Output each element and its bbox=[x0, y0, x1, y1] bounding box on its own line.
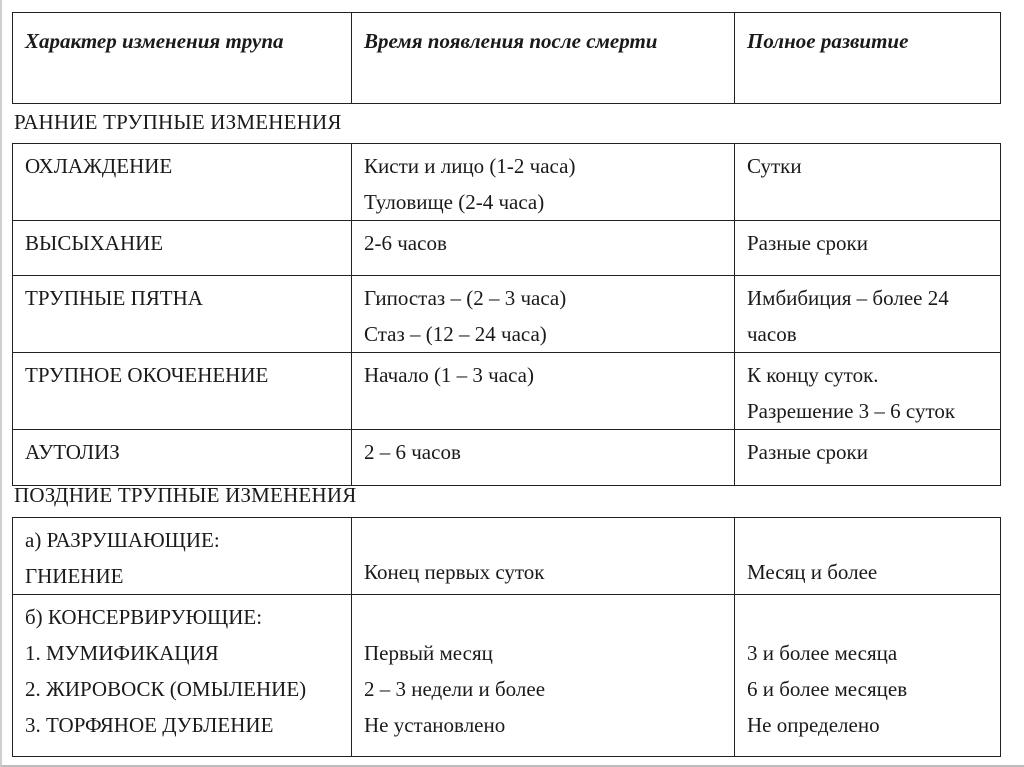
row-time: 2 – 6 часов bbox=[352, 430, 735, 486]
list-item: 2. ЖИРОВОСК (ОМЫЛЕНИЕ) bbox=[25, 677, 307, 701]
row-name: ТРУПНОЕ ОКОЧЕНЕНИЕ bbox=[13, 353, 352, 430]
row-full bbox=[735, 595, 1001, 757]
header-col-change: Характер изменения трупа bbox=[13, 13, 352, 104]
header-col-time: Время появления после смерти bbox=[352, 13, 735, 104]
destructive-label: а) РАЗРУШАЮЩИЕ: bbox=[25, 528, 220, 552]
table-row bbox=[13, 221, 1001, 276]
list-item: Первый месяц bbox=[364, 641, 493, 665]
row-time: 2-6 часов bbox=[352, 221, 735, 276]
destructive-name: ГНИЕНИЕ bbox=[25, 564, 124, 588]
early-section-title: РАННИЕ ТРУПНЫЕ ИЗМЕНЕНИЯ bbox=[14, 110, 342, 134]
header-col-full: Полное развитие bbox=[735, 13, 1001, 104]
row-time bbox=[352, 595, 735, 757]
late-section-title: ПОЗДНИЕ ТРУПНЫЕ ИЗМЕНЕНИЯ bbox=[14, 483, 357, 507]
list-item: Не определено bbox=[747, 713, 880, 737]
table-row bbox=[13, 353, 1001, 430]
row-time: Начало (1 – 3 часа) bbox=[352, 353, 735, 430]
list-item: Не установлено bbox=[364, 713, 506, 737]
list-item: 3 и более месяца bbox=[747, 641, 898, 665]
header-table bbox=[12, 12, 1001, 104]
row-time: Гипостаз – (2 – 3 часа) Стаз – (12 – 24 часа) bbox=[352, 276, 735, 353]
destructive-cell bbox=[13, 518, 352, 595]
table-row bbox=[13, 276, 1001, 353]
row-name: ВЫСЫХАНИЕ bbox=[13, 221, 352, 276]
table-row bbox=[13, 430, 1001, 486]
list-item: 1. МУМИФИКАЦИЯ bbox=[25, 641, 219, 665]
row-full: Разные сроки bbox=[735, 221, 1001, 276]
list-item: 6 и более месяцев bbox=[747, 677, 908, 701]
row-full: Сутки bbox=[735, 144, 1001, 221]
table-row bbox=[13, 595, 1001, 757]
table-row bbox=[13, 518, 1001, 595]
row-full: Разные сроки bbox=[735, 430, 1001, 486]
table-row bbox=[13, 144, 1001, 221]
preserving-label: б) КОНСЕРВИРУЮЩИЕ: bbox=[25, 605, 263, 629]
row-full: Месяц и более bbox=[735, 518, 1001, 595]
late-changes-table bbox=[12, 517, 1001, 757]
row-name: ОХЛАЖДЕНИЕ bbox=[13, 144, 352, 221]
row-name: ТРУПНЫЕ ПЯТНА bbox=[13, 276, 352, 353]
early-changes-table bbox=[12, 143, 1001, 486]
row-name: АУТОЛИЗ bbox=[13, 430, 352, 486]
row-full: К концу суток. Разрешение 3 – 6 суток bbox=[735, 353, 1001, 430]
row-full: Имбибиция – более 24 часов bbox=[735, 276, 1001, 353]
preserving-cell bbox=[13, 595, 352, 757]
row-time: Конец первых суток bbox=[352, 518, 735, 595]
header-row bbox=[13, 13, 1001, 104]
list-item: 3. ТОРФЯНОЕ ДУБЛЕНИЕ bbox=[25, 713, 274, 737]
row-time: Кисти и лицо (1-2 часа) Туловище (2-4 часа) bbox=[352, 144, 735, 221]
list-item: 2 – 3 недели и более bbox=[364, 677, 546, 701]
